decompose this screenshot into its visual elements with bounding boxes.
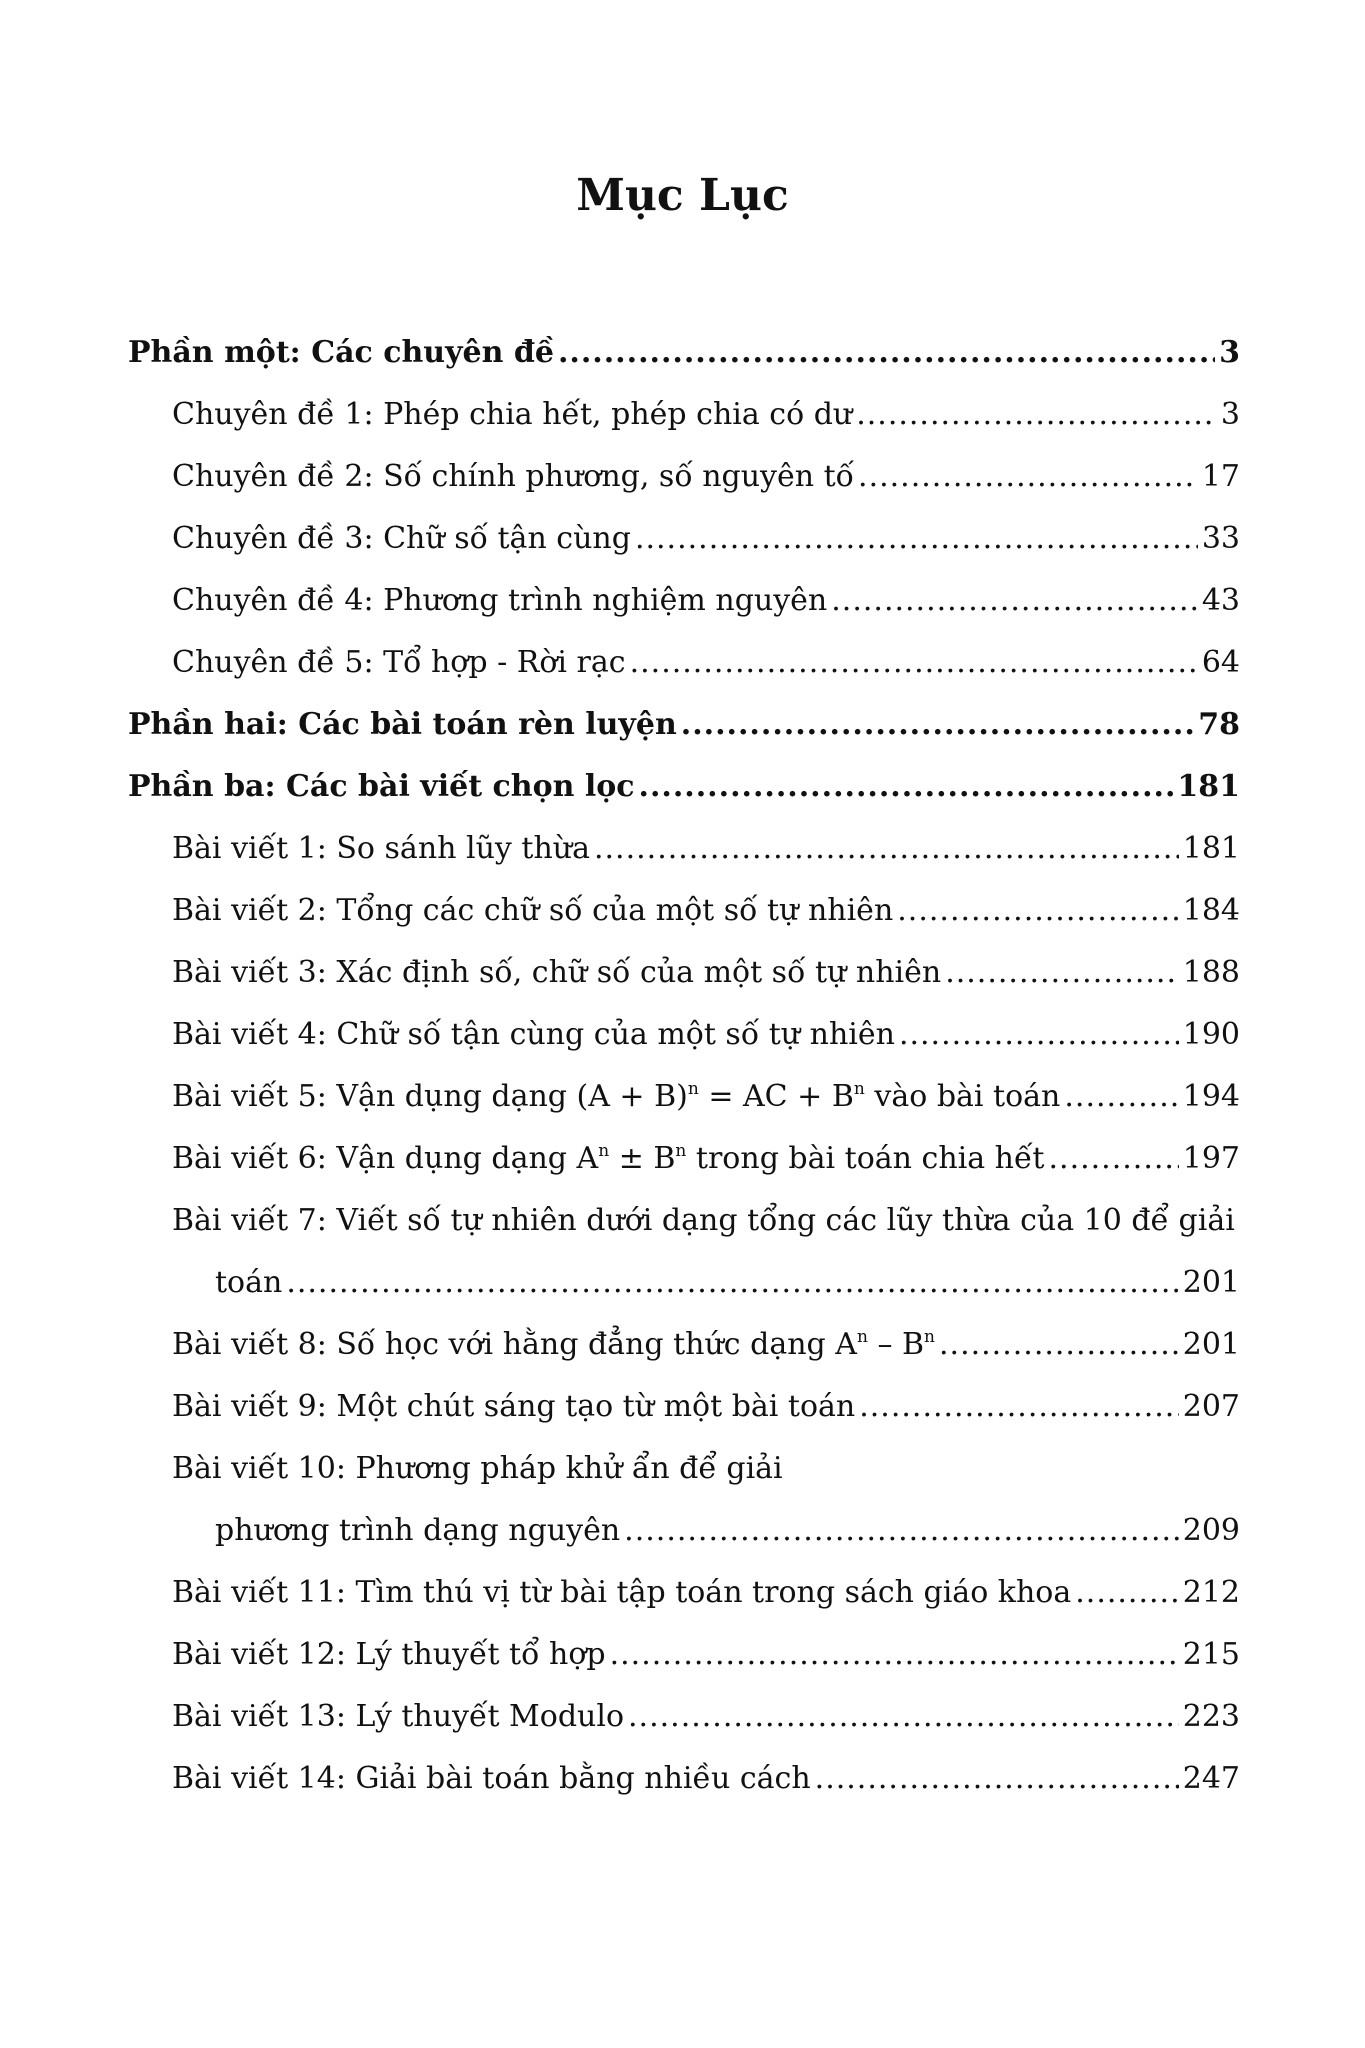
toc-bai-viet-4[interactable]	[128, 1004, 1240, 1066]
toc-label: Bài viết 1: So sánh lũy thừa	[172, 831, 590, 866]
toc-page-number: 212	[1182, 1575, 1240, 1610]
dot-leader	[1049, 1128, 1179, 1190]
toc-label: Chuyên đề 3: Chữ số tận cùng	[172, 521, 631, 556]
toc-chuyen-de-4[interactable]	[128, 570, 1240, 632]
toc-bai-viet-14[interactable]	[128, 1748, 1240, 1810]
toc-page-number: 223	[1182, 1699, 1240, 1734]
superscript-n: n	[598, 1141, 610, 1161]
dot-leader	[945, 942, 1179, 1004]
toc-bai-viet-11[interactable]	[128, 1562, 1240, 1624]
dot-leader	[639, 756, 1174, 818]
toc-chuyen-de-1[interactable]	[128, 384, 1240, 446]
dot-leader	[858, 446, 1198, 508]
toc-bai-viet-7-line-1[interactable]	[128, 1190, 1240, 1252]
toc-bai-viet-13[interactable]	[128, 1686, 1240, 1748]
toc-label-part: trong bài toán chia hết	[686, 1141, 1045, 1176]
dot-leader	[859, 1376, 1179, 1438]
toc-part-2[interactable]	[128, 694, 1240, 756]
toc-page-number: 181	[1177, 769, 1240, 804]
toc-label: Bài viết 12: Lý thuyết tổ hợp	[172, 1637, 606, 1672]
toc-page-number: 201	[1182, 1265, 1240, 1300]
toc-bai-viet-8[interactable]	[128, 1314, 1240, 1376]
toc-chuyen-de-3[interactable]	[128, 508, 1240, 570]
dot-leader	[1075, 1562, 1178, 1624]
toc-part-3[interactable]	[128, 756, 1240, 818]
page-title: Mục Lục	[576, 170, 789, 221]
toc-bai-viet-10-line-2[interactable]	[128, 1500, 1240, 1562]
toc-label: Phần hai: Các bài toán rèn luyện	[128, 707, 677, 742]
toc-page-number: 209	[1182, 1513, 1240, 1548]
toc-part-1[interactable]	[128, 322, 1240, 384]
toc-page-number: 64	[1201, 645, 1240, 680]
dot-leader	[286, 1252, 1178, 1314]
toc-page-number: 3	[1219, 335, 1240, 370]
toc-bai-viet-7-line-2[interactable]	[128, 1252, 1240, 1314]
toc-label: Phần một: Các chuyên đề	[128, 335, 554, 370]
dot-leader	[856, 384, 1217, 446]
toc-page-number: 190	[1182, 1017, 1240, 1052]
toc-page-number: 215	[1182, 1637, 1240, 1672]
toc-label: Bài viết 3: Xác định số, chữ số của một số tự nhiên	[172, 955, 942, 990]
toc-label-part: Bài viết 8: Số học với hằng đẳng thức dạng A	[172, 1327, 857, 1362]
superscript-n: n	[687, 1079, 699, 1099]
toc-page-number: 33	[1201, 521, 1240, 556]
toc-label-part: ± B	[609, 1141, 676, 1176]
toc-label-part: Bài viết 5: Vận dụng dạng (A + B)	[172, 1079, 688, 1114]
dot-leader	[899, 1004, 1179, 1066]
toc-bai-viet-12[interactable]	[128, 1624, 1240, 1686]
toc-page-number: 184	[1182, 893, 1240, 928]
dot-leader	[594, 818, 1179, 880]
toc-label-part: – B	[867, 1327, 925, 1362]
toc-label: Bài viết 4: Chữ số tận cùng của một số tự nhiên	[172, 1017, 895, 1052]
toc-label	[172, 1128, 1045, 1190]
toc-label: Chuyên đề 5: Tổ hợp - Rời rạc	[172, 645, 626, 680]
toc-page-number: 17	[1201, 459, 1240, 494]
toc-page-number: 181	[1182, 831, 1240, 866]
toc-label: toán	[215, 1265, 283, 1300]
toc-label: Bài viết 13: Lý thuyết Modulo	[172, 1699, 625, 1734]
toc-page-number: 188	[1182, 955, 1240, 990]
toc-bai-viet-10-line-1[interactable]	[128, 1438, 1240, 1500]
dot-leader	[1064, 1066, 1178, 1128]
toc-label	[172, 1314, 935, 1376]
toc-label: Phần ba: Các bài viết chọn lọc	[128, 769, 635, 804]
dot-leader	[897, 880, 1178, 942]
toc-label: Bài viết 2: Tổng các chữ số của một số tự nhiên	[172, 893, 894, 928]
toc-label-part: vào bài toán	[864, 1079, 1061, 1114]
toc-page-number: 247	[1182, 1761, 1240, 1796]
toc-label	[172, 1066, 1060, 1128]
toc-page-number: 3	[1220, 397, 1240, 432]
dot-leader	[815, 1748, 1179, 1810]
toc-page-number: 207	[1182, 1389, 1240, 1424]
toc-page-number: 194	[1182, 1079, 1240, 1114]
toc-label: Bài viết 7: Viết số tự nhiên dưới dạng tổng các lũy thừa của 10 để giải	[172, 1203, 1235, 1238]
dot-leader	[681, 694, 1194, 756]
dot-leader	[635, 508, 1198, 570]
toc-page-number: 78	[1198, 707, 1240, 742]
toc-label: Bài viết 10: Phương pháp khử ẩn để giải	[172, 1451, 783, 1486]
superscript-n: n	[853, 1079, 865, 1099]
dot-leader	[558, 322, 1215, 384]
toc-bai-viet-5[interactable]	[128, 1066, 1240, 1128]
dot-leader	[628, 1686, 1179, 1748]
toc-page-number: 201	[1182, 1327, 1240, 1362]
toc-label: Bài viết 9: Một chút sáng tạo từ một bài toán	[172, 1389, 856, 1424]
toc-label: Chuyên đề 2: Số chính phương, số nguyên tố	[172, 459, 855, 494]
toc-bai-viet-1[interactable]	[128, 818, 1240, 880]
superscript-n: n	[675, 1141, 687, 1161]
dot-leader	[624, 1500, 1179, 1562]
toc-label-part: = AC + B	[698, 1079, 854, 1114]
toc-label: Bài viết 14: Giải bài toán bằng nhiều cách	[172, 1761, 811, 1796]
toc-bai-viet-6[interactable]	[128, 1128, 1240, 1190]
toc-label-part: Bài viết 6: Vận dụng dạng A	[172, 1141, 599, 1176]
toc-page-number: 43	[1201, 583, 1240, 618]
toc-label: phương trình dạng nguyên	[215, 1513, 621, 1548]
toc-bai-viet-9[interactable]	[128, 1376, 1240, 1438]
toc-label: Bài viết 11: Tìm thú vị từ bài tập toán trong sách giáo khoa	[172, 1575, 1072, 1610]
toc-label: Chuyên đề 1: Phép chia hết, phép chia có dư	[172, 397, 853, 432]
dot-leader	[610, 1624, 1179, 1686]
dot-leader	[630, 632, 1198, 694]
superscript-n: n	[924, 1327, 935, 1347]
dot-leader	[831, 570, 1198, 632]
toc-label: Chuyên đề 4: Phương trình nghiệm nguyên	[172, 583, 828, 618]
toc-chuyen-de-5[interactable]	[128, 632, 1240, 694]
superscript-n: n	[856, 1327, 868, 1347]
toc-page-number: 197	[1182, 1141, 1240, 1176]
table-of-contents	[128, 322, 1240, 1810]
toc-bai-viet-3[interactable]	[128, 942, 1240, 1004]
toc-chuyen-de-2[interactable]	[128, 446, 1240, 508]
dot-leader	[939, 1314, 1179, 1376]
toc-bai-viet-2[interactable]	[128, 880, 1240, 942]
